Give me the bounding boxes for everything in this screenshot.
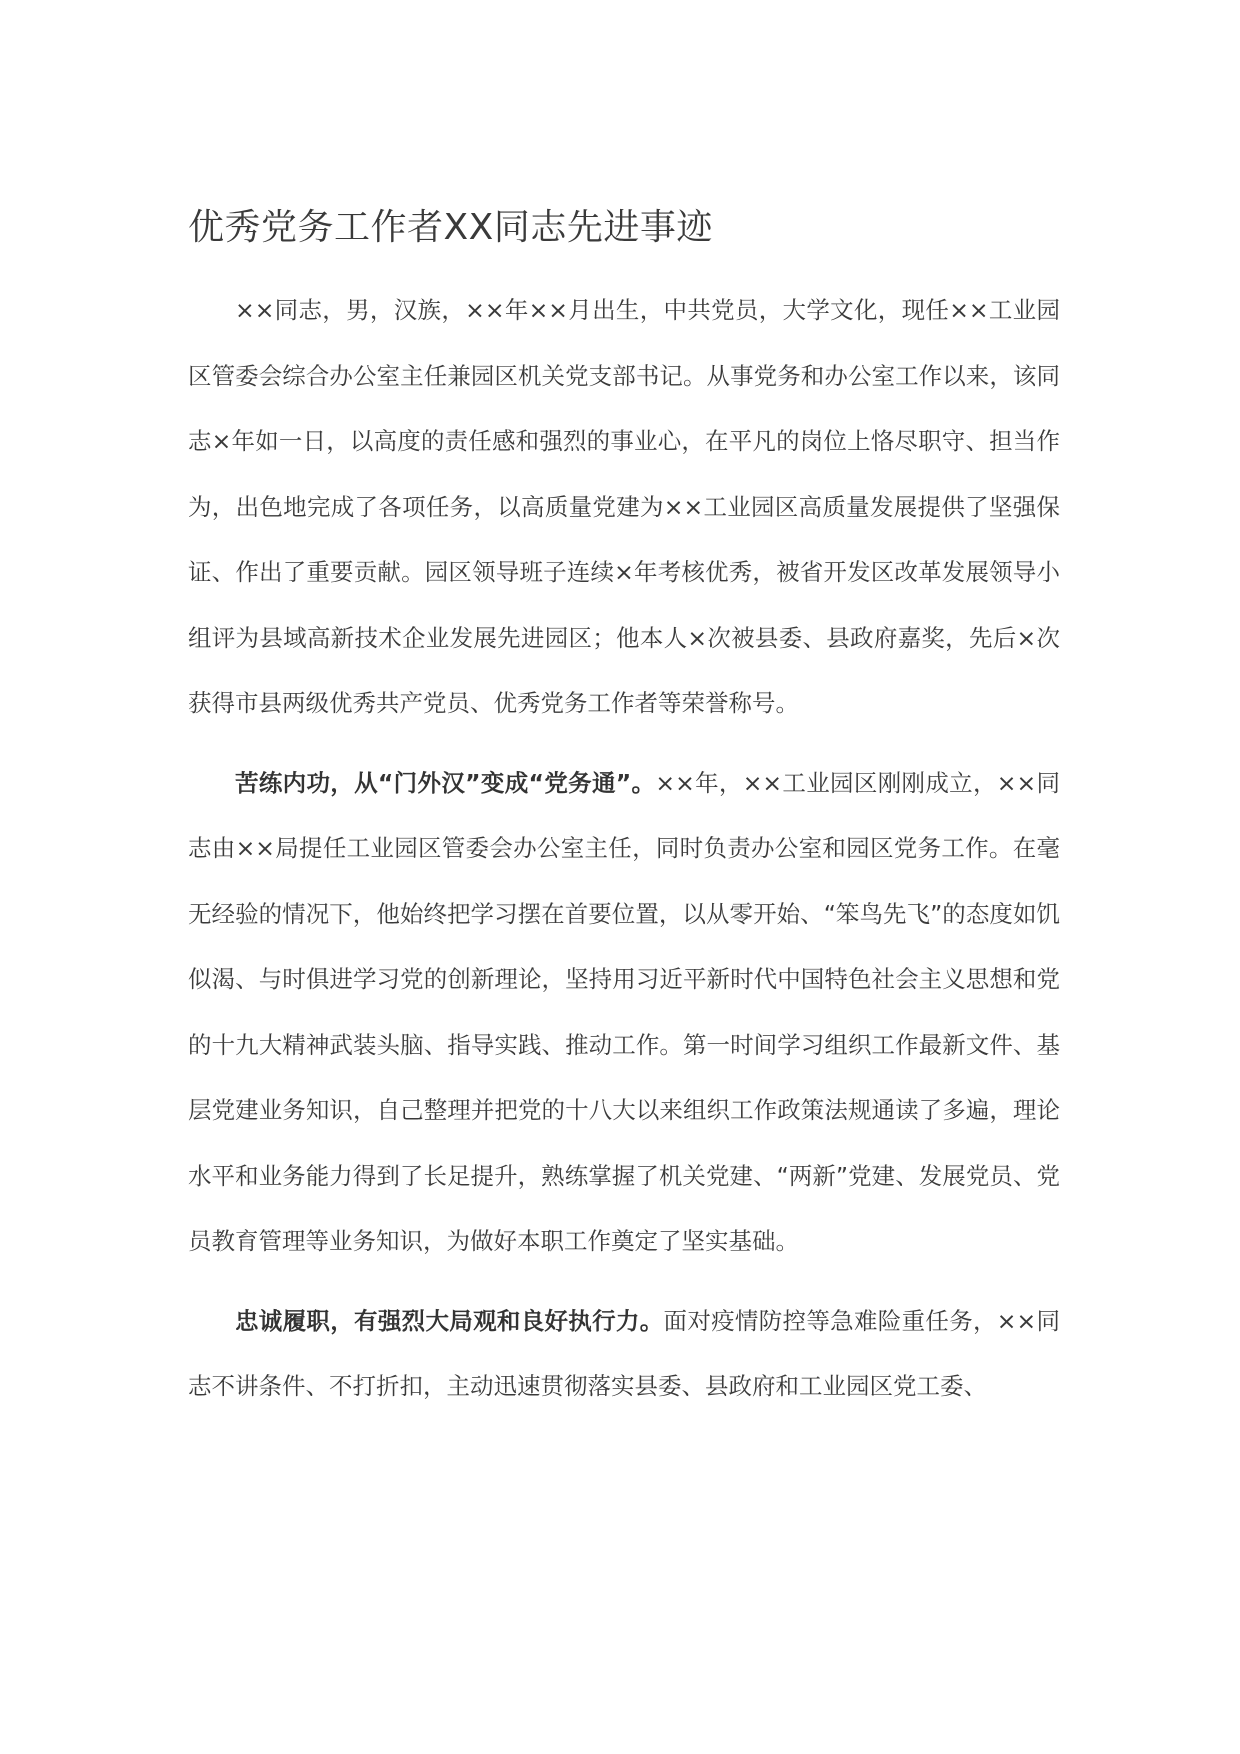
paragraph-text: ××同志，男，汉族，××年××月出生，中共党员，大学文化，现任××工业园区管委会综合办公室主任兼园区机关党支部书记。从事党务和办公室工作以来，该同志×年如一日，以高度的责任感和强烈的事业心，在平凡的岗位上恪尽职守、担当作为，出色地完成了各项任务，以高质量党建为××工业园区高质量发展提供了坚强保证、作出了重要贡献。园区领导班子连续×年考核优秀，被省开发区改革发展领导小组评为县域高新技术企业发展先进园区；他本人×次被县委、县政府嘉奖，先后×次获得市县两级优秀共产党员、优秀党务工作者等荣誉称号。 — [188, 296, 1060, 717]
paragraph-intro — [188, 278, 1060, 737]
document-title: 优秀党务工作者XX同志先进事迹 — [188, 207, 713, 248]
paragraph-study — [188, 751, 1060, 1275]
paragraph-lead: 苦练内功，从“门外汉”变成“党务通”。 — [235, 768, 656, 797]
paragraph-duty — [188, 1289, 1060, 1420]
document-body — [188, 200, 1060, 1434]
paragraph-text: 面对疫情防控等急难险重任务，××同志不讲条件、不打折扣，主动迅速贯彻落实县委、县政府和工业园区党工委、 — [188, 1306, 1060, 1400]
paragraph-text: ××年，××工业园区刚刚成立，××同志由××局提任工业园区管委会办公室主任，同时负责办公室和园区党务工作。在毫无经验的情况下，他始终把学习摆在首要位置，以从零开始、“笨鸟先飞”的态度如饥似渴、与时俱进学习党的创新理论，坚持用习近平新时代中国特色社会主义思想和党的十九大精神武装头脑、指导实践、推动工作。第一时间学习组织工作最新文件、基层党建业务知识，自己整理并把党的十八大以来组织工作政策法规通读了多遍，理论水平和业务能力得到了长足提升，熟练掌握了机关党建、“两新”党建、发展党员、党员教育管理等业务知识，为做好本职工作奠定了坚实基础。 — [188, 768, 1060, 1255]
paragraph-lead: 忠诚履职，有强烈大局观和良好执行力。 — [235, 1306, 664, 1335]
